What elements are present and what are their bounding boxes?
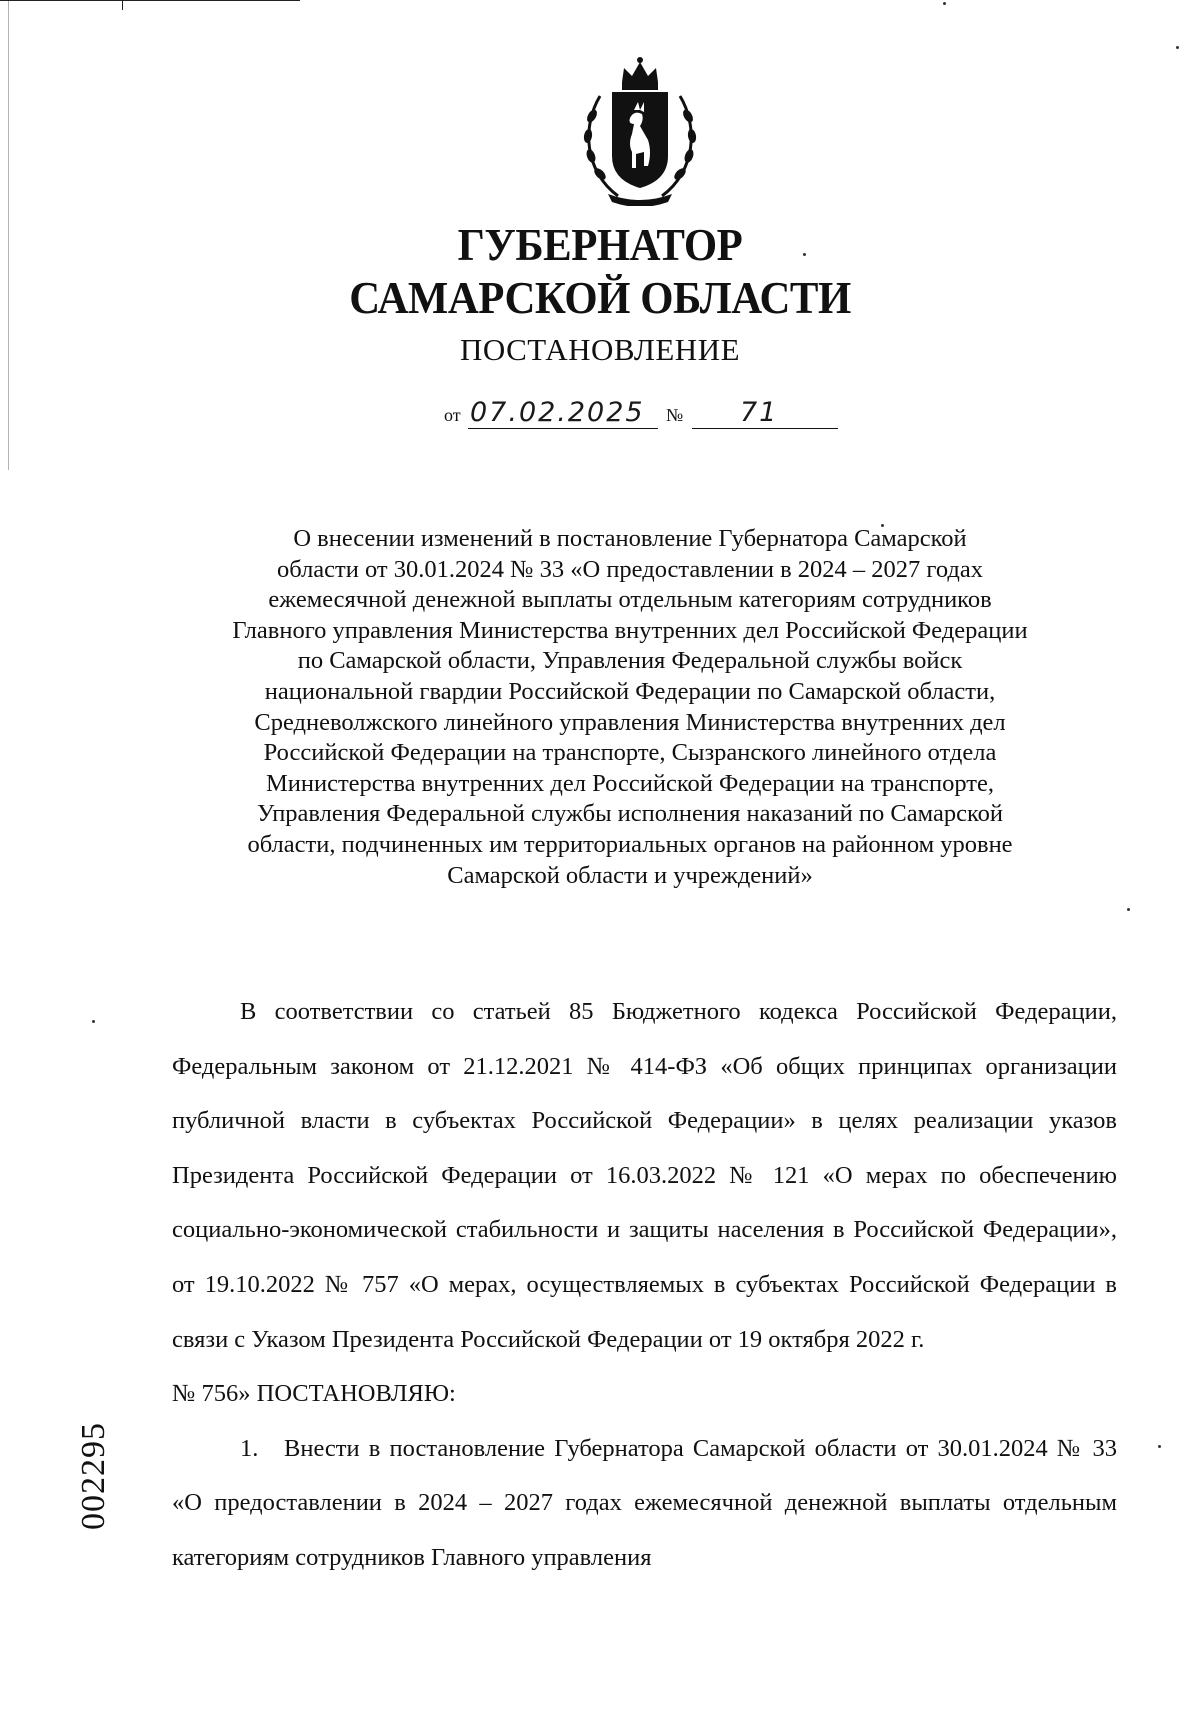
title-line: Министерства внутренних дел Российской Федерации на транспорте, <box>265 769 995 797</box>
preamble-paragraph: В соответствии со статьей 85 Бюджетного кодекса Российской Федерации, Федеральным законом от 21.12.2021 № 414-ФЗ «Об общих принципах организации публичной власти в субъектах Российской Федерации» в целях реализации указов Президента Российской Федерации от 16.03.2022 № 121 «О мерах по обеспечению социально-экономической стабильности и защиты населения в Российской Федерации», от 19.10.2022 № 757 «О мерах, осуществляемых в субъектах Российской Федерации в связи с Указом Президента Российской Федерации от 19 октября 2022 г. <box>172 998 1117 1353</box>
scan-speck <box>92 1020 95 1023</box>
scan-edge-top-mark <box>122 0 123 10</box>
scan-edge-top <box>0 0 300 1</box>
item-1-text: Внести в постановление Губернатора Самарской области от 30.01.2024 № 33 «О предоставлении в 2024 – 2027 годах ежемесячной денежной выплаты отдельным категориям сотрудников Главного управления <box>172 1434 1117 1571</box>
title-line: национальной гвардии Российской Федерации по Самарской области, <box>264 677 996 705</box>
authority-line-1: ГУБЕРНАТОР <box>457 219 743 270</box>
date-underline <box>468 428 658 429</box>
item-1-paragraph <box>172 1422 1117 1586</box>
scan-edge-left <box>8 0 9 470</box>
title-line: Управления Федеральной службы исполнения наказаний по Самарской <box>257 800 1003 828</box>
date-prefix: от <box>444 405 461 425</box>
title-line: О внесении изменений в постановление Губернатора Самарской <box>293 525 967 552</box>
title-line: Главного управления Министерства внутренних дел Российской Федерации <box>232 616 1028 644</box>
title-line: Российской Федерации на транспорте, Сызранского линейного отдела <box>263 739 997 767</box>
scan-speck <box>1158 1445 1161 1448</box>
scan-speck <box>1176 46 1179 49</box>
scan-speck <box>1127 908 1130 911</box>
title-line: области от 30.01.2024 № 33 «О предоставлении в 2024 – 2027 годах <box>276 555 984 583</box>
title-line: области, подчиненных им территориальных органов на районном уровне <box>247 830 1013 858</box>
side-registration-number: 002295 <box>75 1422 112 1530</box>
scan-speck <box>943 2 946 5</box>
document-title <box>150 524 1110 891</box>
title-line: ежемесячной денежной выплаты отдельным категориям сотрудников <box>268 586 992 614</box>
number-handwritten: 71 <box>740 397 779 428</box>
preamble-ending: № 756» ПОСТАНОВЛЯЮ: <box>172 1380 456 1408</box>
title-line: Самарской области и учреждений» <box>447 861 813 889</box>
document-body <box>172 985 1117 1586</box>
authority-name <box>42 218 1158 324</box>
title-line: Средневолжского линейного управления Министерства внутренних дел <box>254 708 1006 736</box>
number-underline <box>692 428 838 429</box>
date-handwritten: 07.02.2025 <box>470 397 645 428</box>
number-prefix: № <box>666 405 684 425</box>
document-type: ПОСТАНОВЛЕНИЕ <box>459 332 741 367</box>
title-line: по Самарской области, Управления Федеральной службы войск <box>297 647 963 675</box>
item-1-number: 1. <box>240 1434 259 1462</box>
coat-of-arms-emblem <box>578 56 702 206</box>
authority-line-2: САМАРСКОЙ ОБЛАСТИ <box>349 272 851 323</box>
